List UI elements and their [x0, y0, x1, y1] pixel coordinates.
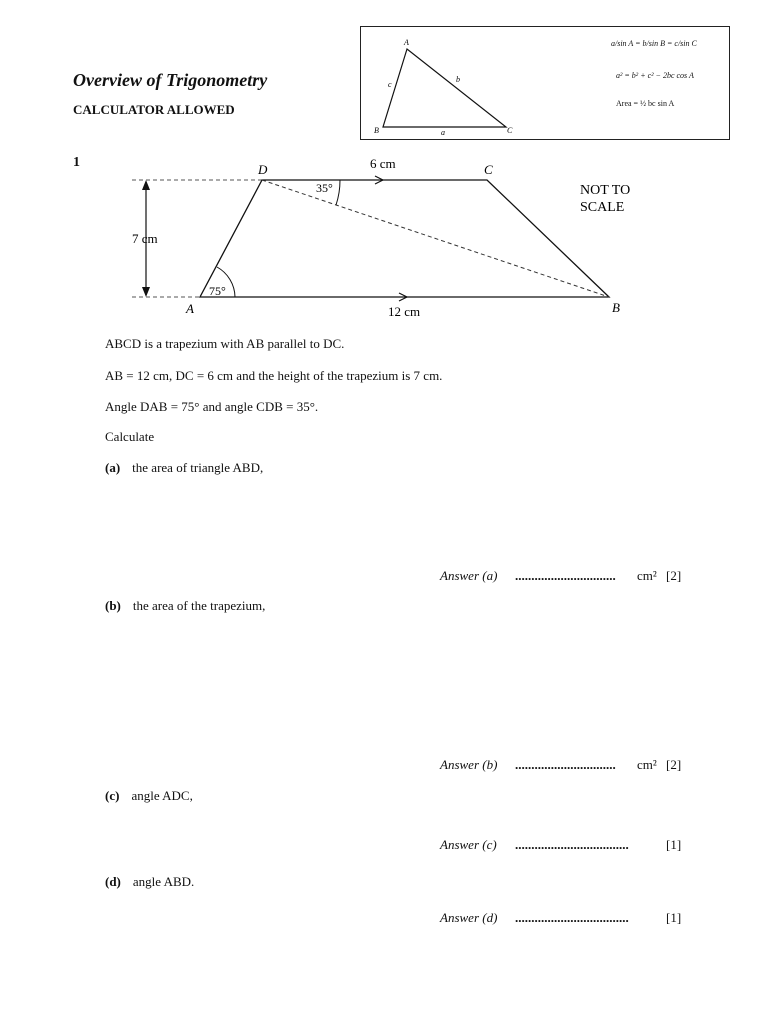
answer-d-label: Answer (d)	[440, 910, 498, 925]
ref-side-a: a	[441, 128, 445, 137]
answer-a-field[interactable]: ...............................	[515, 568, 616, 583]
part-d	[105, 874, 194, 890]
answer-a-marks: [2]	[666, 568, 682, 583]
part-c-text: angle ADC,	[131, 788, 193, 803]
calculator-note: CALCULATOR ALLOWED	[73, 102, 235, 117]
vertex-d-label: D	[258, 162, 268, 177]
height-arrow-head-down	[142, 287, 150, 297]
reference-triangle	[383, 49, 506, 127]
formula-reference-box	[360, 26, 730, 140]
angle-d-label: 35°	[316, 181, 333, 195]
part-d-letter: (d)	[105, 874, 121, 889]
answer-c-label: Answer (c)	[440, 837, 497, 852]
ref-vertex-c: C	[507, 126, 513, 135]
ref-side-c: c	[388, 80, 392, 89]
answer-c-row	[440, 837, 690, 857]
cosine-rule: a² = b² + c² − 2bc cos A	[616, 71, 694, 80]
answer-b-unit: cm²	[637, 757, 657, 772]
vertex-a-label: A	[186, 301, 194, 316]
angle-arc-d	[336, 180, 340, 205]
part-b	[105, 598, 265, 614]
question-line-4: Calculate	[105, 429, 155, 444]
answer-b-label: Answer (b)	[440, 757, 498, 772]
answer-a-unit: cm²	[637, 568, 657, 583]
vertex-c-label: C	[484, 162, 493, 177]
answer-d-marks: [1]	[666, 910, 682, 925]
part-c	[105, 788, 193, 804]
part-a	[105, 460, 263, 476]
answer-c-field[interactable]: ...................................	[515, 837, 629, 852]
ref-vertex-b: B	[374, 126, 379, 135]
ref-side-b: b	[456, 75, 460, 84]
part-c-letter: (c)	[105, 788, 120, 803]
answer-c-marks: [1]	[666, 837, 682, 852]
ref-vertex-a: A	[404, 38, 409, 47]
question-line-2: AB = 12 cm, DC = 6 cm and the height of the trapezium is 7 cm.	[105, 368, 443, 383]
answer-a-label: Answer (a)	[440, 568, 498, 583]
not-to-scale-line1: NOT TO	[580, 183, 631, 198]
question-number: 1	[73, 155, 80, 170]
part-a-letter: (a)	[105, 460, 121, 475]
answer-d-field[interactable]: ...................................	[515, 910, 629, 925]
question-line-1: ABCD is a trapezium with AB parallel to DC.	[105, 336, 345, 351]
answer-d-row	[440, 910, 690, 930]
part-b-letter: (b)	[105, 598, 121, 613]
trapezium-outline	[200, 180, 609, 297]
height-arrow-head-up	[142, 180, 150, 190]
part-a-text: the area of triangle ABD,	[132, 460, 264, 475]
answer-b-row	[440, 757, 690, 777]
bottom-length-label: 12 cm	[388, 304, 421, 319]
part-b-text: the area of the trapezium,	[132, 598, 266, 613]
angle-a-label: 75°	[209, 284, 226, 298]
question-line-3: Angle DAB = 75° and angle CDB = 35°.	[105, 399, 319, 414]
vertex-b-label: B	[612, 300, 620, 315]
area-formula: Area = ½ bc sin A	[616, 99, 675, 108]
diagonal-db	[262, 180, 609, 297]
part-d-text: angle ABD.	[132, 874, 195, 889]
answer-b-marks: [2]	[666, 757, 682, 772]
sine-rule: a/sin A = b/sin B = c/sin C	[611, 39, 697, 48]
answer-a-row	[440, 568, 690, 588]
page-title: Overview of Trigonometry	[73, 70, 268, 90]
trapezium-diagram	[120, 150, 650, 325]
top-length-label: 6 cm	[370, 156, 396, 171]
answer-b-field[interactable]: ...............................	[515, 757, 616, 772]
not-to-scale-line2: SCALE	[580, 200, 625, 215]
height-label: 7 cm	[132, 231, 158, 246]
